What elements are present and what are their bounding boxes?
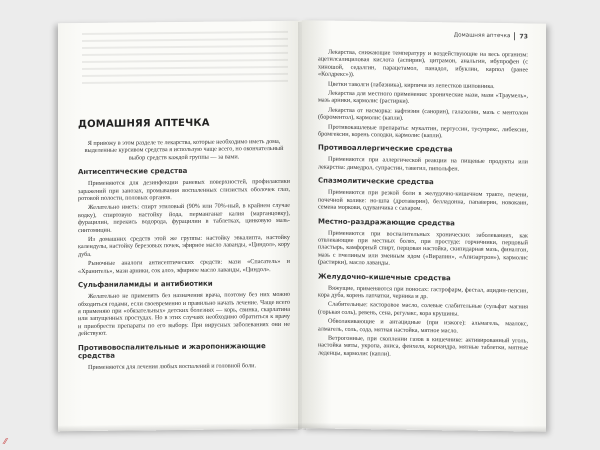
paragraph: Слабительные: касторовое масло, солевые слабительные (сульфат магния (горькая соль), ревень, сена, регулакс, кора крушины.	[318, 301, 528, 318]
intro-paragraph: Я привожу в этом разделе те лекарства, которые необходимо иметь дома, выделенные курсивом средства я использую чаще всего, но окончательный выбор средств каждой группы — за вами.	[84, 137, 284, 162]
paragraph: Противокашлевые препараты: мукалтин, пертуссин, тусупрекс, либексин, бромгексин, корень солодки, кармолис (капли).	[318, 123, 528, 140]
section-title-antispasmodic: Спазмолитические средства	[318, 176, 434, 187]
section-title-antiseptics: Антисептические средства	[78, 167, 188, 177]
paragraph: Рыночные аналоги антисептических средств: мази «Спасатель» и «Хранитель», мази арники, сок алоэ, эфирное масло лаванды, «Циндол».	[78, 258, 290, 275]
paragraph: Применяются при воспалительных хронических заболеваниях, как отвлекающие при местных болях, при простуде: горчичники, перцовый пластырь, камфорный спирт, перцовая настойка, скипидарная мазь, финалгон, мазь с пчелиным или змеиным ядом («Вирапин», «Апизартрон»), кармолис (растирки), масло лаванды.	[318, 229, 528, 267]
page-shadow	[302, 422, 546, 431]
corner-logo-icon: ⁄⁄	[4, 437, 7, 446]
running-head-title: Домашняя аптечка	[453, 32, 511, 40]
paragraph: Ветрогонные, при скоплении газов в кишечнике: активированный уголь, настойка мяты, укропа, аниса, фенхеля, кориандра, мятные таблетки, мятные леденцы, кармолис (капли).	[318, 334, 528, 358]
open-book	[58, 22, 546, 430]
page-shadow	[58, 423, 302, 432]
paragraph: Лекарства от насморка: нафтизин (санорин), галазолин, мазь с ментолом (бороментол), кармолис (капли).	[318, 106, 528, 122]
paragraph: Применяются при аллергической реакции на пищевые продукты или лекарства: димедрол, супрастин, тавегил, пипольфен.	[318, 156, 528, 173]
header-divider	[514, 32, 515, 40]
paragraph: Вяжущие, применяются при поносах: гастрофарм, фестал, ацидин-пепсин, кора дуба, корень лапчатки, черника и др.	[318, 284, 528, 300]
section-title-gastro: Желудочно-кишечные средства	[318, 272, 451, 282]
show-through-text	[82, 31, 288, 93]
paragraph: Из домашних средств этой же группы: настойку эвкалипта, настойку календулы, настойку березовых почек, эфирное масло лаванды, «Циндол», кору дуба.	[78, 233, 290, 258]
chapter-title: ДОМАШНЯЯ АПТЕЧКА	[78, 117, 210, 131]
paragraph: Лекарства, снижающие температуру и воздействующие на весь организм: ацетилсалициловая кислота (аспирин), цитрамон, анальгин, ибупрофен (с хиношой, седалгин, парацетамол, панадол, ибуклин, карпол (ранее «Колдрекс»)).	[318, 48, 528, 79]
left-page-content	[78, 117, 290, 373]
running-header	[454, 31, 528, 40]
paragraph: Применяются для дезинфекции раневых поверхностей, профилактики заражений при занозах, промывания воспаленных слизистых оболочек глаз, ротовой полости, половых органов.	[78, 178, 290, 203]
paragraph: Лекарства для местного применения: хронические мази, мази «Траумель», мазь арники, кармолис (растирки).	[318, 89, 528, 106]
paragraph: Желательно иметь: спирт этиловый (90% или 70%-ный, в крайнем случае водку), спиртовую настойку йода, перманганат калия (марганцовку), фурацилин, перекись водорода, фурацилин в таблетках, цинковую мазь-синтомицин.	[78, 202, 290, 234]
paragraph: Применяются для лечения любых воспалений и головной боли.	[88, 361, 257, 371]
page-number: 73	[519, 32, 528, 40]
left-page	[58, 21, 302, 432]
paragraph: Обволакивающие и антацидные (при изжоге): альмагель, маалокс, алмагель, соль, сода, мятная настойка, мятное масло.	[318, 317, 528, 335]
section-title-antibiotics: Сульфаниламиды и антибиотики	[78, 279, 213, 290]
paragraph: Применяются при резкой боли в желудочно-кишечном тракте, печени, почечной колике: но-шпа (дротаверин), белладонна, папаверин, новокаин, семена моркови, одуванчика с сахаром.	[318, 188, 528, 213]
section-title-antiinflammatory: Противовоспалительные и жаропонижающие средства	[78, 341, 266, 360]
section-title-irritants: Местно-раздражающие средства	[318, 217, 455, 227]
paragraph: Желательно не применять без назначения врача, поэтому без них можно обходиться годами, если своевременно и правильно начать лечение. Чаще всего я применяю при «обязательных» детских болезнях — корь, свинка, скарлатина или запущенных простудах. Но в этих случаях необходимо обратиться к врачу и приобрести препараты по его выбору. При вирусных заболеваниях они не действуют.	[78, 290, 290, 338]
section-title-antiallergic: Противоаллергические средства	[318, 143, 453, 154]
right-page-content	[318, 49, 528, 362]
right-page	[302, 20, 546, 431]
paragraph: Цветки таволги (лабазника), кирпичи из лепестков шиповника.	[328, 80, 495, 90]
